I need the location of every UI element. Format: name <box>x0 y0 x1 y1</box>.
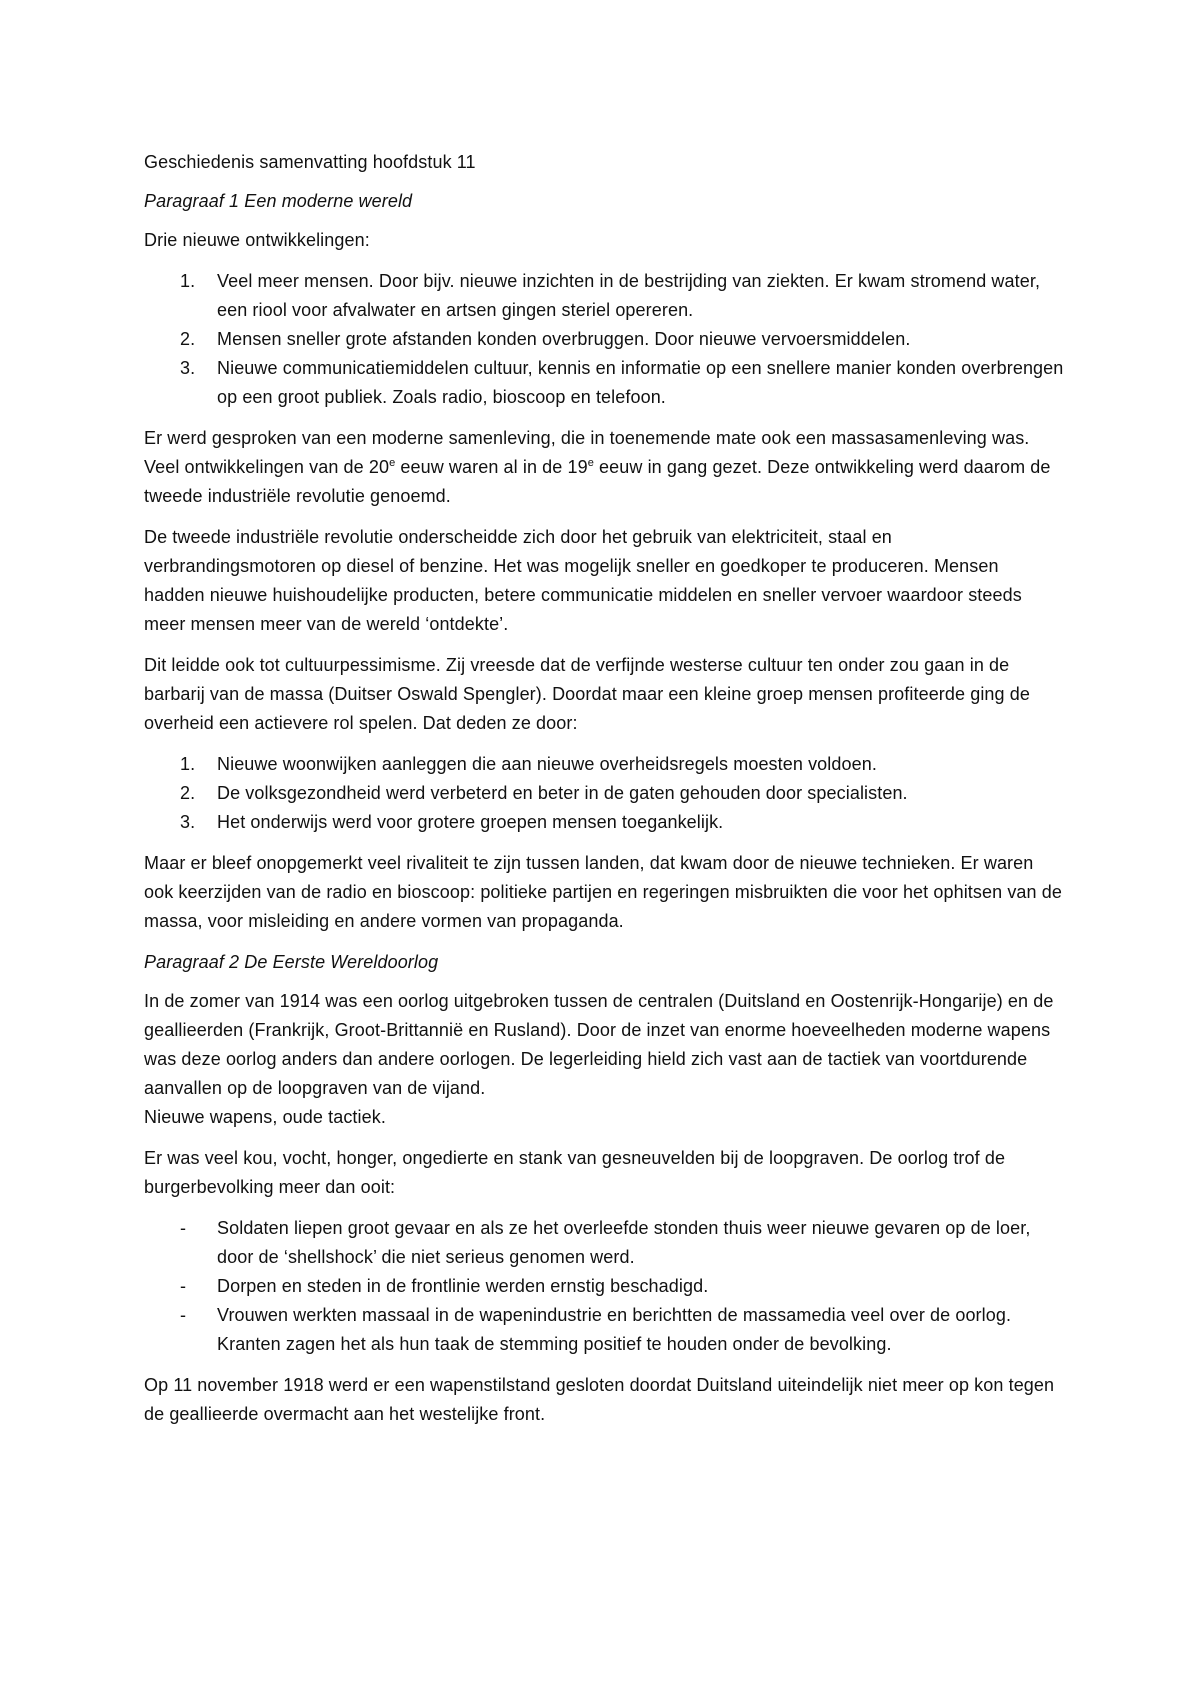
list-marker: 2. <box>180 329 196 349</box>
numbered-list-overheid <box>144 750 1064 837</box>
list-item-text: Mensen sneller grote afstanden konden overbruggen. Door nieuwe vervoersmiddelen. <box>217 329 911 349</box>
list-item <box>144 267 1064 325</box>
paragraph-moderne-samenleving <box>144 424 1064 511</box>
paragraph-wapenstilstand: Op 11 november 1918 werd er een wapenstilstand gesloten doordat Duitsland uiteindelijk niet meer op kon tegen de geallieerde overmacht aan het westelijke front. <box>144 1375 1055 1424</box>
list-item-text: Nieuwe woonwijken aanleggen die aan nieuwe overheidsregels moesten voldoen. <box>217 754 877 774</box>
section1-intro: Drie nieuwe ontwikkelingen: <box>144 230 370 250</box>
paragraph-industriele-revolutie: De tweede industriële revolutie onderscheidde zich door het gebruik van elektriciteit, staal en verbrandingsmotoren op diesel of benzine. Het was mogelijk sneller en goedkoper te produceren. Mensen hadden nieuwe huishoudelijke producten, betere communicatie middelen en sneller vervoer waardoor steeds meer mensen meer van de wereld ‘ontdekte’. <box>144 527 1022 634</box>
list-item-text: De volksgezondheid werd verbeterd en beter in de gaten gehouden door specialisten. <box>217 783 908 803</box>
superscript: e <box>389 457 396 469</box>
list-marker: - <box>180 1276 187 1296</box>
list-item <box>144 1214 1064 1272</box>
list-item <box>144 325 1064 354</box>
document-page <box>144 148 1064 1441</box>
section-heading-1: Paragraaf 1 Een moderne wereld <box>144 191 413 211</box>
list-item-text: Nieuwe communicatiemiddelen cultuur, kennis en informatie op een snellere manier konden overbrengen op een groot publiek. Zoals radio, bioscoop en telefoon. <box>217 358 1064 407</box>
paragraph-text: Er werd gesproken van een moderne samenleving, die in toenemende mate ook een massasamenleving was. Veel ontwikkelingen van de 20 <box>144 428 1030 477</box>
list-item <box>144 354 1064 412</box>
list-item <box>144 1301 1064 1359</box>
section-heading-2: Paragraaf 2 De Eerste Wereldoorlog <box>144 952 439 972</box>
superscript: e <box>587 457 594 469</box>
paragraph-loopgraven: Er was veel kou, vocht, honger, ongedierte en stank van gesneuvelden bij de loopgraven. De oorlog trof de burgerbevolking meer dan ooit: <box>144 1148 1006 1197</box>
list-item-text: Veel meer mensen. Door bijv. nieuwe inzichten in de bestrijding van ziekten. Er kwam stromend water, een riool voor afvalwater en artsen gingen steriel opereren. <box>217 271 1041 320</box>
paragraph-cultuurpessimisme: Dit leidde ook tot cultuurpessimisme. Zij vreesde dat de verfijnde westerse cultuur ten onder zou gaan in de barbarij van de massa (Duitser Oswald Spengler). Doordat maar een kleine groep mensen profiteerde ging de overheid een actievere rol spelen. Dat deden ze door: <box>144 655 1030 733</box>
list-marker: 2. <box>180 783 196 803</box>
list-item-text: Soldaten liepen groot gevaar en als ze het overleefde stonden thuis weer nieuwe gevaren op de loer, door de ‘shellshock’ die niet serieus genomen werd. <box>217 1218 1031 1267</box>
paragraph-text: eeuw waren al in de 19 <box>395 457 588 477</box>
paragraph-text: eeuw in gang gezet. Deze ontwikkeling werd daarom de tweede industriële revolutie genoemd. <box>144 457 1051 506</box>
list-marker: 3. <box>180 358 196 378</box>
list-item <box>144 808 1064 837</box>
document-title: Geschiedenis samenvatting hoofdstuk 11 <box>144 152 476 172</box>
numbered-list-developments <box>144 267 1064 412</box>
paragraph-oorlog-1914 <box>144 987 1064 1132</box>
list-marker: 1. <box>180 271 196 291</box>
paragraph-text: In de zomer van 1914 was een oorlog uitgebroken tussen de centralen (Duitsland en Oostenrijk-Hongarije) en de geallieerden (Frankrijk, Groot-Brittannië en Rusland). Door de inzet van enorme hoeveelheden moderne wapens was deze oorlog anders dan andere oorlogen. De legerleiding hield zich vast aan de tactiek van voortdurende aanvallen op de loopgraven van de vijand. <box>144 991 1054 1098</box>
list-item <box>144 750 1064 779</box>
list-marker: - <box>180 1218 187 1238</box>
paragraph-rivaliteit: Maar er bleef onopgemerkt veel rivaliteit te zijn tussen landen, dat kwam door de nieuwe technieken. Er waren ook keerzijden van de radio en bioscoop: politieke partijen en regeringen misbruikten die voor het ophitsen van de massa, voor misleiding en andere vormen van propaganda. <box>144 853 1062 931</box>
list-item <box>144 779 1064 808</box>
paragraph-text: Nieuwe wapens, oude tactiek. <box>144 1107 386 1127</box>
list-marker: - <box>180 1305 187 1325</box>
list-item <box>144 1272 1064 1301</box>
list-marker: 1. <box>180 754 196 774</box>
list-item-text: Vrouwen werkten massaal in de wapenindustrie en berichtten de massamedia veel over de oorlog. Kranten zagen het als hun taak de stemming positief te houden onder de bevolking. <box>217 1305 1012 1354</box>
bullet-list-burgerbevolking <box>144 1214 1064 1359</box>
list-marker: 3. <box>180 812 196 832</box>
list-item-text: Dorpen en steden in de frontlinie werden ernstig beschadigd. <box>217 1276 709 1296</box>
list-item-text: Het onderwijs werd voor grotere groepen mensen toegankelijk. <box>217 812 724 832</box>
